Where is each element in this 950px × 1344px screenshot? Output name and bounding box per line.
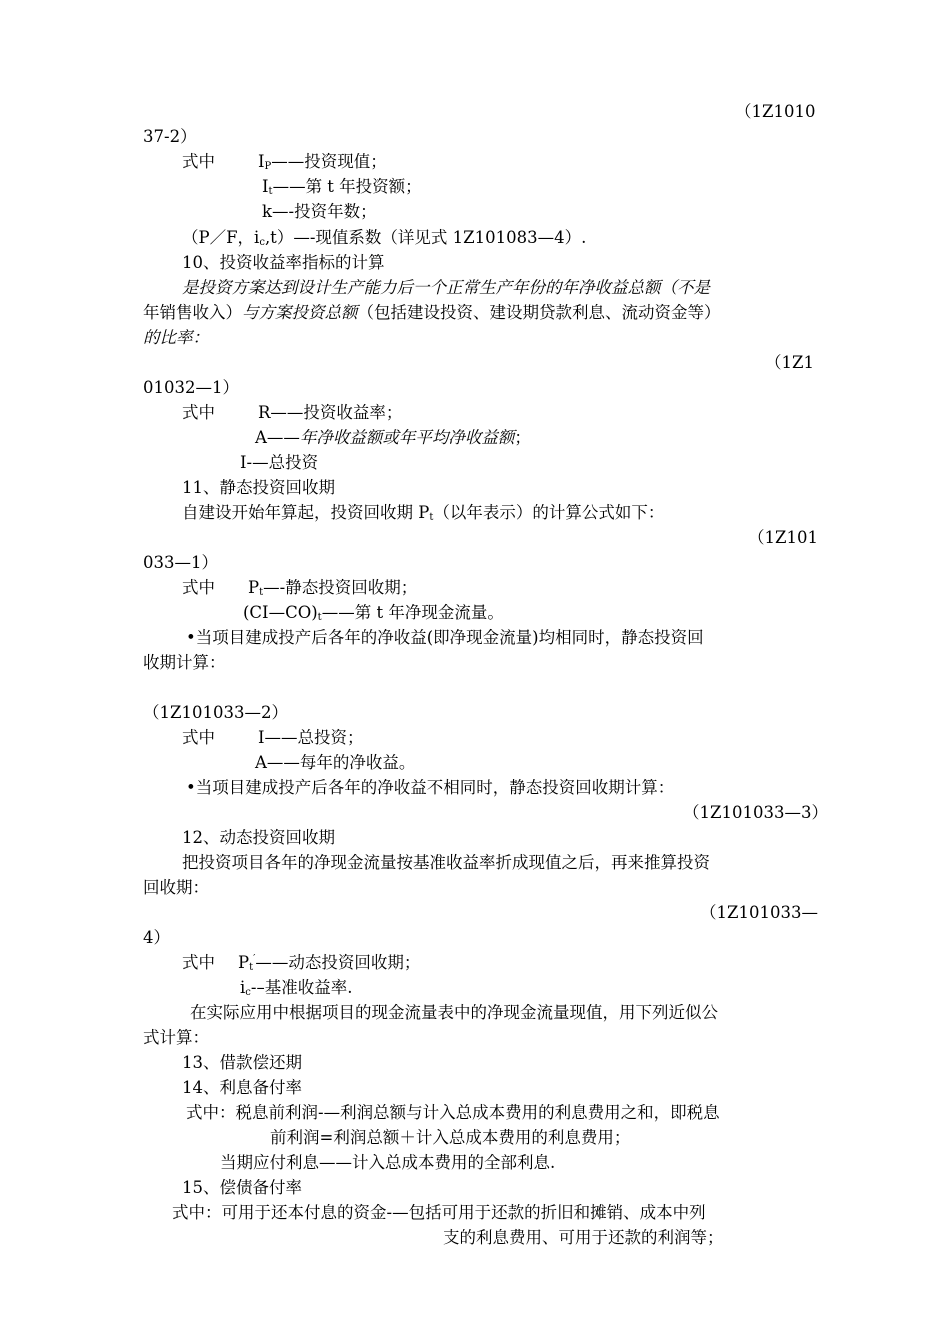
section-heading: 15、偿债备付率 (182, 1178, 302, 1197)
paragraph-line: 回收期： (143, 878, 209, 897)
legend-line: （P／F，$i_c,t)—-$现值系数（详见式 1Z101083—4）. (182, 228, 587, 248)
legend-line: I——总投资； (258, 728, 364, 747)
formula-ref-cont: 4） (143, 928, 170, 947)
paragraph-line: 收期计算： (143, 653, 226, 672)
legend-line: 式中 (182, 578, 215, 597)
legend-line: A——年净收益额或年平均净收益额； (255, 428, 531, 447)
formula-ref: （1Z101033—3） (683, 803, 828, 822)
section-heading: 14、利息备付率 (182, 1078, 302, 1097)
formula-ref-cont: 01032—1） (143, 378, 239, 397)
legend-line: A——每年的净收益。 (255, 753, 416, 772)
legend-line: 式中：税息前利润-—利润总额与计入总成本费用的利息费用之和，即税息 (186, 1103, 720, 1122)
bullet-line: •当项目建成投产后各年的净收益(即净现金流量)均相同时，静态投资回 (186, 628, 704, 647)
legend-line: $(CI—CO)_t——$第 t 年净现金流量。 (243, 603, 504, 623)
legend-line: I-—总投资 (240, 453, 319, 472)
paragraph-line: 式计算： (143, 1028, 209, 1047)
paragraph-line: 年销售收入）与方案投资总额（包括建设投资、建设期贷款利息、流动资金等） (143, 303, 721, 322)
legend-line: $P_t'——$动态投资回收期； (238, 953, 421, 973)
legend-line: $P_t—-$静态投资回收期； (248, 578, 418, 598)
legend-line: $I_t——$第 t 年投资额； (262, 177, 422, 197)
formula-ref: （1Z101 (748, 528, 818, 547)
paragraph-line: 是投资方案达到设计生产能力后一个正常生产年份的年净收益总额（不是 (182, 278, 710, 297)
legend-line: 式中：可用于还本付息的资金-—包括可用于还款的折旧和摊销、成本中列 (172, 1203, 706, 1222)
legend-line: $I_P——$投资现值； (258, 152, 387, 172)
legend-line: 当期应付利息——计入总成本费用的全部利息. (220, 1153, 556, 1172)
formula-ref-cont: 033—1） (143, 553, 218, 572)
formula-ref: （1Z101033—2） (143, 703, 288, 722)
legend-line: 前利润=利润总额＋计入总成本费用的利息费用； (270, 1128, 631, 1147)
legend-line: 式中 (182, 953, 215, 972)
legend-line: R——投资收益率； (258, 403, 403, 422)
legend-line: 支的利息费用、可用于还款的利润等； (443, 1228, 724, 1247)
formula-ref: （1Z101033— (700, 903, 818, 922)
section-heading: 10、投资收益率指标的计算 (182, 253, 385, 272)
paragraph-line: 自建设开始年算起，投资回收期 $P_t$（以年表示）的计算公式如下： (182, 503, 665, 523)
section-heading: 13、借款偿还期 (182, 1053, 302, 1072)
formula-ref: （1Z1 (765, 353, 814, 372)
legend-line: 式中 (182, 152, 215, 171)
formula-ref: （1Z1010 (735, 102, 816, 121)
paragraph-line: 的比率： (143, 328, 209, 347)
paragraph-line: 把投资项目各年的净现金流量按基准收益率折成现值之后，再来推算投资 (182, 853, 710, 872)
bullet-line: •当项目建成投产后各年的净收益不相同时，静态投资回收期计算： (186, 778, 675, 797)
section-heading: 11、静态投资回收期 (182, 478, 335, 497)
legend-line: 式中 (182, 403, 215, 422)
section-heading: 12、动态投资回收期 (182, 828, 335, 847)
legend-line: k—-投资年数； (262, 202, 377, 221)
formula-ref-cont: 37-2） (143, 127, 197, 146)
paragraph-line: 在实际应用中根据项目的现金流量表中的净现金流量现值，用下列近似公 (190, 1003, 718, 1022)
legend-line: $i_c--$基准收益率. (240, 978, 353, 998)
legend-line: 式中 (182, 728, 215, 747)
